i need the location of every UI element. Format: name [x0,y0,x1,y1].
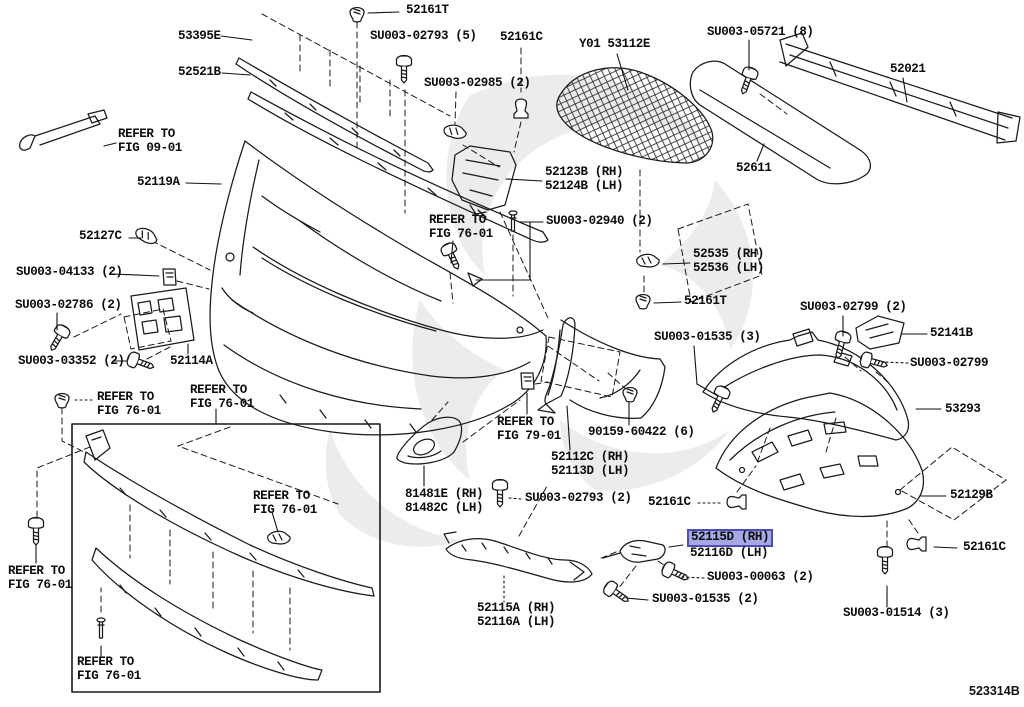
part-label-52161t-right[interactable]: 52161T [684,294,727,308]
bolt-icon [29,518,44,546]
part-drawing-52611-absorber [690,61,870,184]
part-drawing-0901-bolt [20,110,107,150]
refer-note-line1: REFER TO [77,655,134,669]
stud-icon [727,495,746,509]
part-label-52113d[interactable]: 52113D (LH) [551,463,630,478]
refer-note-line1: REFER TO [253,489,310,503]
part-label-52116d[interactable]: 52116D (LH) [690,545,769,560]
clip-icon [163,269,176,285]
refer-note-line1: REFER TO [190,383,247,397]
part-label-81481e[interactable]: 81481E (RH) [405,487,484,501]
refer-note-line2: FIG 76-01 [8,577,72,592]
part-label-52161c-mid[interactable]: 52161C [648,495,691,509]
diagram-code: 523314B [969,684,1020,698]
part-drawing-53293-panel [703,329,909,440]
refer-note-line2: FIG 76-01 [97,403,161,418]
part-label-52521b[interactable]: 52521B [178,65,221,79]
part-label-su003-02799-2[interactable]: SU003-02799 (2) [800,300,907,314]
part-label-su003-03352-2[interactable]: SU003-03352 (2) [18,354,125,368]
part-drawing-52112c-retainer [538,318,575,413]
part-label-y01-53112e[interactable]: Y01 53112E [579,37,651,51]
part-label-su003-02793-2[interactable]: SU003-02793 (2) [525,491,632,505]
part-drawing-52114a-bracket [131,288,194,350]
bolt-icon [706,384,731,415]
grommet-icon [623,388,637,402]
part-label-52115d-52116d[interactable] [690,531,773,560]
note-refer-fig-76-01-d [8,565,72,592]
part-label-52535-52536[interactable] [693,248,764,275]
selected-part-highlight[interactable]: 52115D (RH) [687,529,773,547]
refer-note-line1: REFER TO [118,127,175,141]
note-refer-fig-76-01-a [97,391,161,418]
grommet-icon [636,295,650,309]
part-label-52129b[interactable]: 52129B [950,488,993,502]
part-label-52114a[interactable]: 52114A [170,354,213,368]
part-label-81481e-81482c[interactable] [405,488,483,515]
part-label-52161c-right[interactable]: 52161C [963,540,1006,554]
grommet-icon [350,8,364,22]
refer-note-line1: REFER TO [97,390,154,404]
part-label-52611[interactable]: 52611 [736,161,772,175]
note-refer-fig-76-01-e [77,656,141,683]
refer-note-line2: FIG 09-01 [118,140,182,155]
part-label-52536[interactable]: 52536 (LH) [693,260,765,275]
part-label-52161t-top[interactable]: 52161T [406,3,449,17]
note-refer-fig-79-01 [497,416,561,443]
refer-note-line2: FIG 76-01 [77,668,141,683]
clip-icon [268,531,290,544]
part-label-53395e[interactable]: 53395E [178,29,221,43]
part-label-su003-01514-3[interactable]: SU003-01514 (3) [843,606,950,620]
part-label-52535[interactable]: 52535 (RH) [693,247,765,261]
bolt-icon [493,480,508,508]
part-label-52119a[interactable]: 52119A [137,175,180,189]
clip-icon [637,254,659,267]
part-drawing-52115d-clip [603,540,665,562]
part-label-52127c[interactable]: 52127C [79,229,122,243]
bolt-icon [125,351,156,375]
part-label-su003-01535-3[interactable]: SU003-01535 (3) [654,330,761,344]
part-label-52112c[interactable]: 52112C (RH) [551,450,630,464]
bolt-icon [397,56,412,84]
part-label-52124b[interactable]: 52124B (LH) [545,178,624,193]
refer-note-line2: FIG 79-01 [497,428,561,443]
part-drawing-53112e-grille-mesh [557,68,713,163]
part-label-su003-02793-5[interactable]: SU003-02793 (5) [370,29,477,43]
part-label-53293[interactable]: 53293 [945,402,981,416]
bolt-icon [601,579,632,607]
stud-icon [907,537,926,551]
part-label-52021[interactable]: 52021 [890,62,926,76]
part-label-52141b[interactable]: 52141B [930,326,973,340]
part-label-su003-02940-2[interactable]: SU003-02940 (2) [546,214,653,228]
part-label-52161c-top[interactable]: 52161C [500,30,543,44]
part-label-su003-02786-2[interactable]: SU003-02786 (2) [15,298,122,312]
part-label-52116a[interactable]: 52116A (LH) [477,614,556,629]
note-refer-fig-76-01-c [253,490,317,517]
note-refer-fig-76-01-b [190,384,254,411]
part-label-su003-02799[interactable]: SU003-02799 [910,356,989,370]
part-label-52123b-52124b[interactable] [545,166,623,193]
part-label-su003-00063-2[interactable]: SU003-00063 (2) [707,570,814,584]
part-drawing-52141b-bracket [856,316,904,349]
part-drawing-52129b-under-cover [716,393,923,517]
refer-note-line2: FIG 76-01 [190,396,254,411]
grommet-icon [55,394,69,408]
part-label-su003-01535-2[interactable]: SU003-01535 (2) [652,592,759,606]
part-label-su003-05721-8[interactable]: SU003-05721 (8) [707,25,814,39]
bolt-icon [736,65,760,96]
part-label-su003-04133-2[interactable]: SU003-04133 (2) [16,265,123,279]
bolt-icon [878,547,893,575]
part-label-81482c[interactable]: 81482C (LH) [405,500,484,515]
part-drawing-bumper-corner [561,320,665,418]
clip-icon [521,373,534,389]
part-label-52112c-52113d[interactable] [551,451,629,478]
bolt-icon [45,323,72,354]
part-label-52123b[interactable]: 52123B (RH) [545,165,624,179]
stud-icon [514,99,528,118]
refer-note-line1: REFER TO [8,564,65,578]
part-label-90159-60422-6[interactable]: 90159-60422 (6) [588,425,695,439]
refer-note-line2: FIG 76-01 [253,502,317,517]
note-refer-fig-76-01-mid [429,214,493,241]
bolt-icon [660,560,691,585]
part-label-52115a[interactable]: 52115A (RH) [477,601,556,615]
part-drawing-52115a-bracket [444,532,592,582]
part-label-52115a-52116a[interactable] [477,602,555,629]
part-drawing-52021-reinforcement [780,33,1020,143]
refer-note-line1: REFER TO [429,213,486,227]
refer-note-line1: REFER TO [497,415,554,429]
note-refer-fig-09-01 [118,128,182,155]
pin-icon [97,618,105,638]
refer-note-line2: FIG 76-01 [429,226,493,241]
part-label-su003-02985-2[interactable]: SU003-02985 (2) [424,76,531,90]
